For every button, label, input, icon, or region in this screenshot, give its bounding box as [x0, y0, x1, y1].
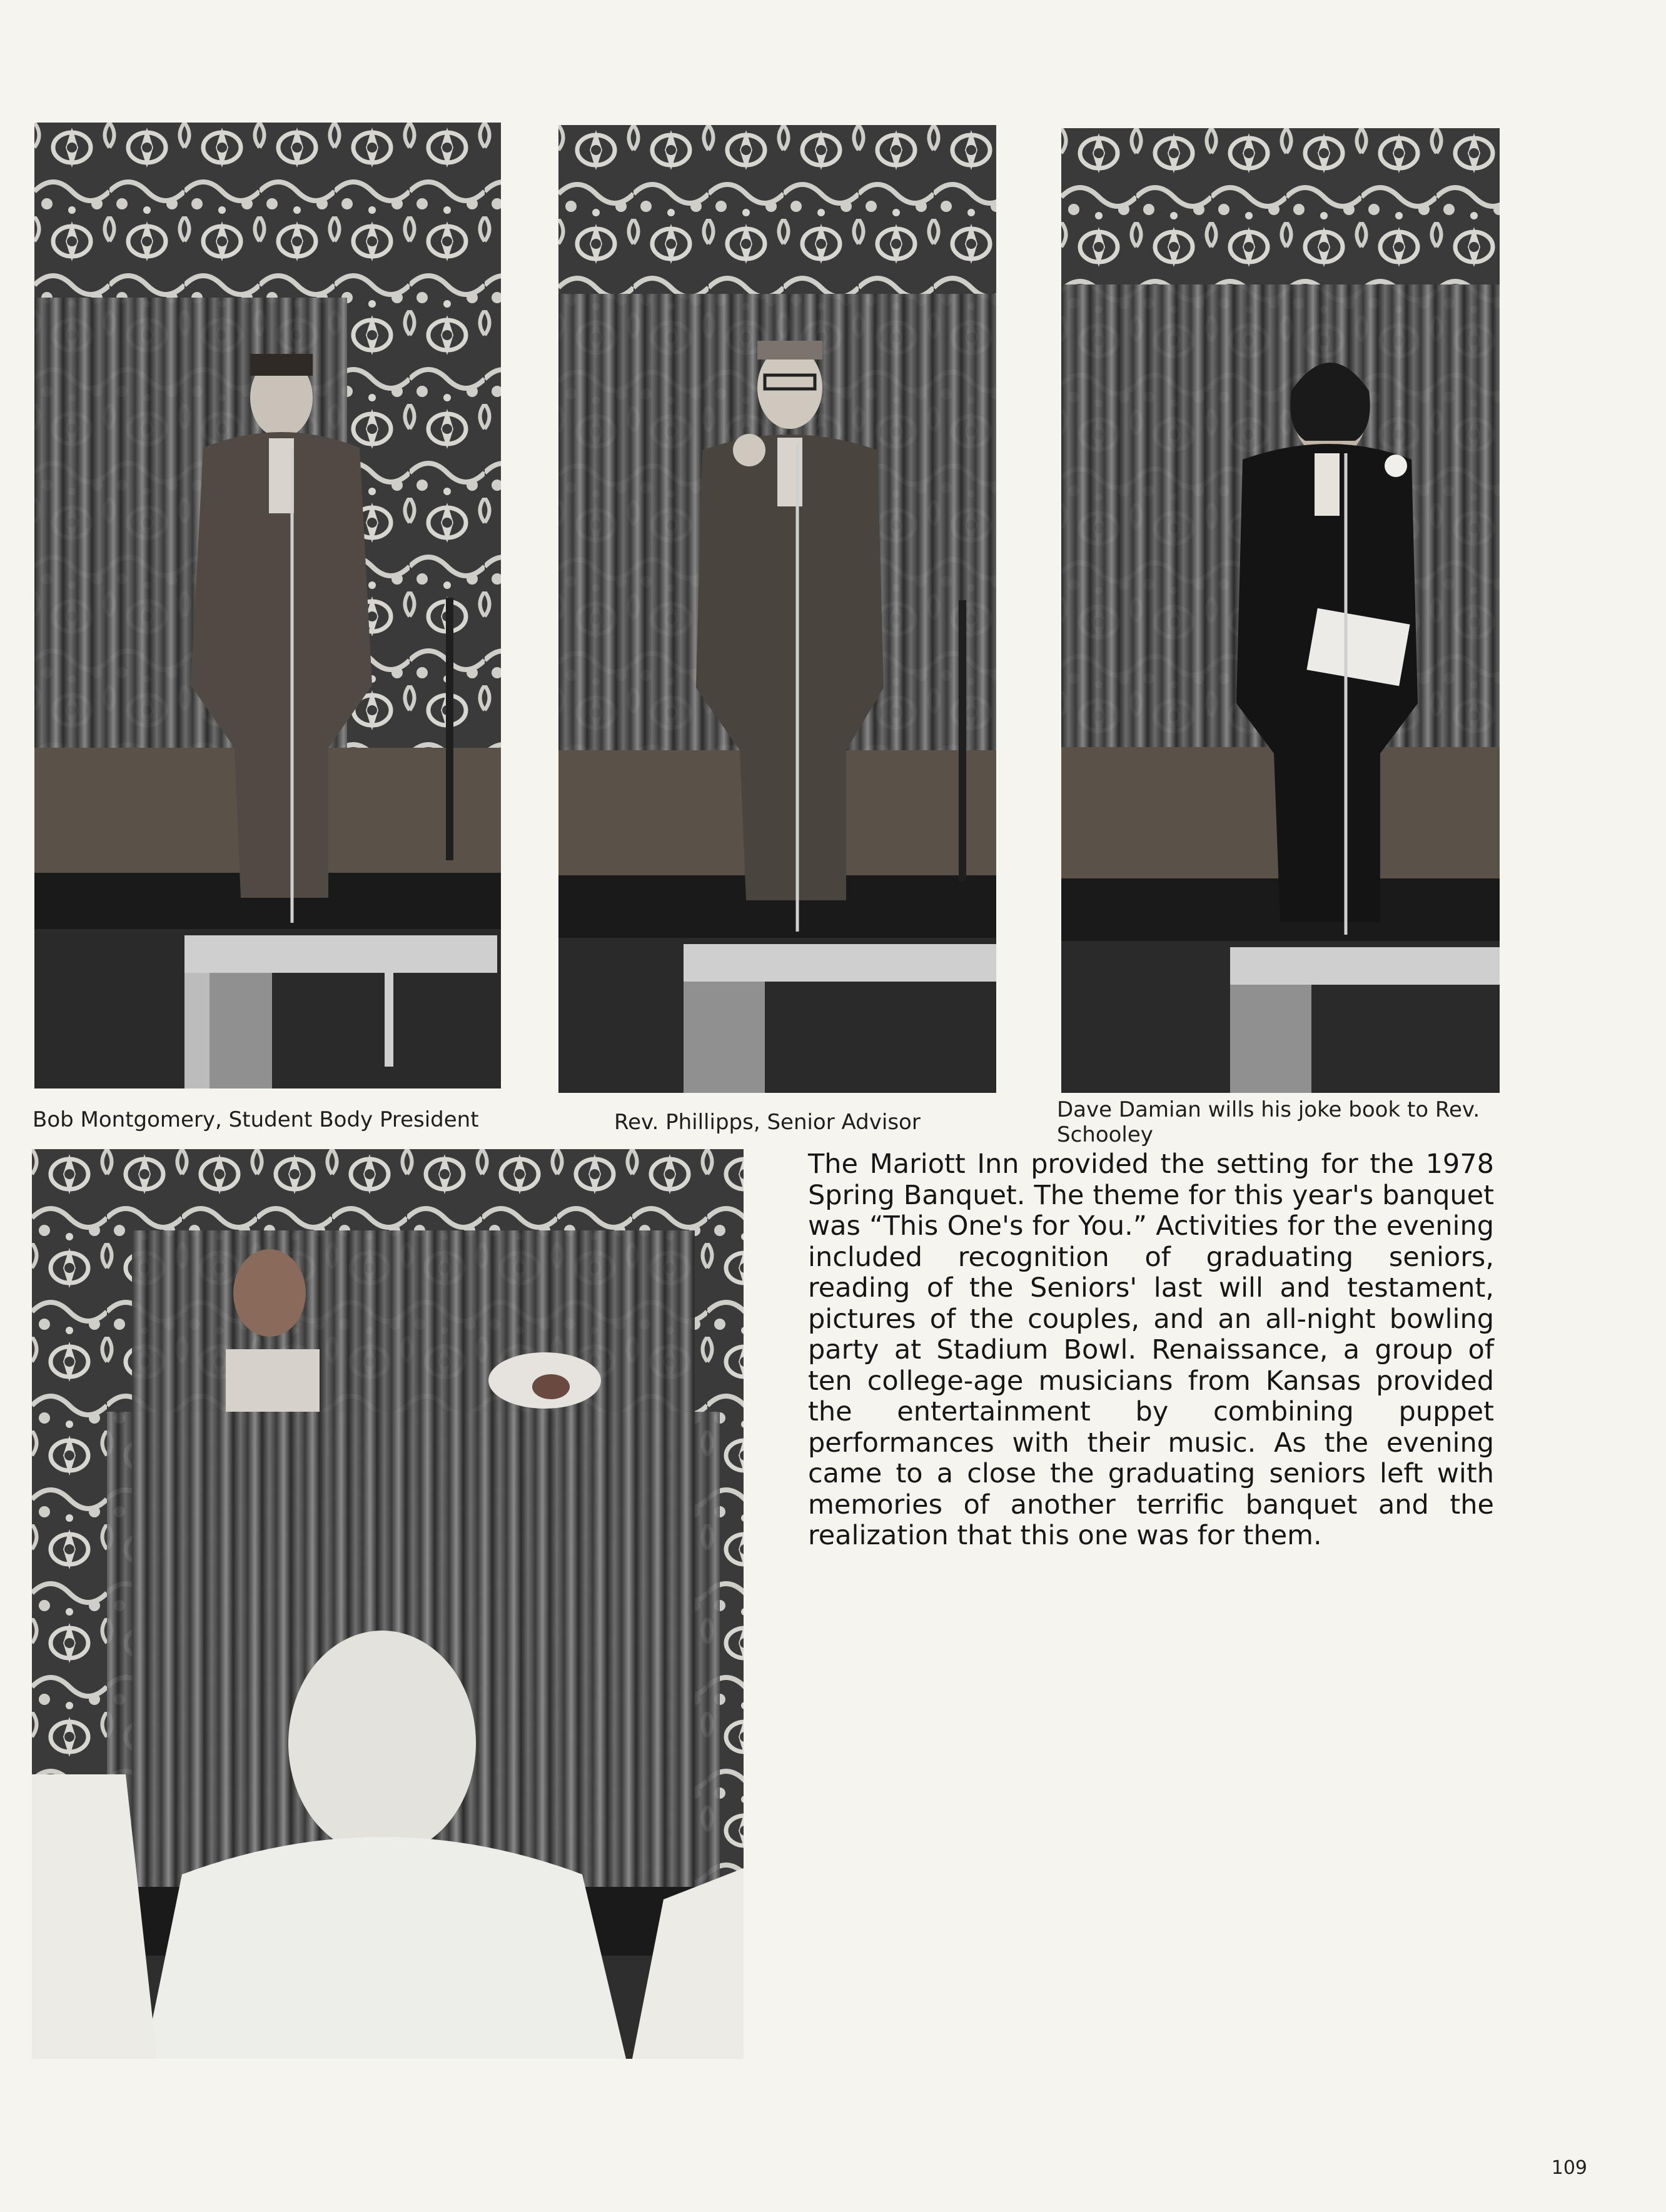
- stage-photo-1: [34, 123, 501, 1088]
- stage-photo-2: [558, 125, 996, 1093]
- caption-photo-3: Dave Damian wills his joke book to Rev. Schooley: [1057, 1097, 1480, 1147]
- stage-photo-3: [1061, 128, 1500, 1093]
- caption-photo-2: Rev. Phillipps, Senior Advisor: [614, 1110, 921, 1135]
- article-body: The Mariott Inn provided the setting for the 1978 Spring Banquet. The theme for this year's banquet was “This One's for You.” Activities for the evening included recognition of graduating seniors, reading of the Seniors' last will and testament, pictures of the couples, and an all-night bowling party at Stadium Bowl. Renaissance, a group of ten college-age musicians from Kansas provided the entertainment by combining puppet performances with their music. As the evening came to a close the graduating seniors left with memories of another terrific banquet and the realization that this one was for them.: [808, 1149, 1494, 1551]
- photo-bob-montgomery: [34, 123, 501, 1088]
- page-number: 109: [1551, 2157, 1587, 2179]
- photo-rev-phillipps: [558, 125, 996, 1093]
- photo-dave-damian: [1061, 128, 1500, 1093]
- caption-photo-1: Bob Montgomery, Student Body President: [33, 1107, 479, 1132]
- puppet-photo: [32, 1149, 744, 2059]
- photo-puppet-show: [32, 1149, 744, 2059]
